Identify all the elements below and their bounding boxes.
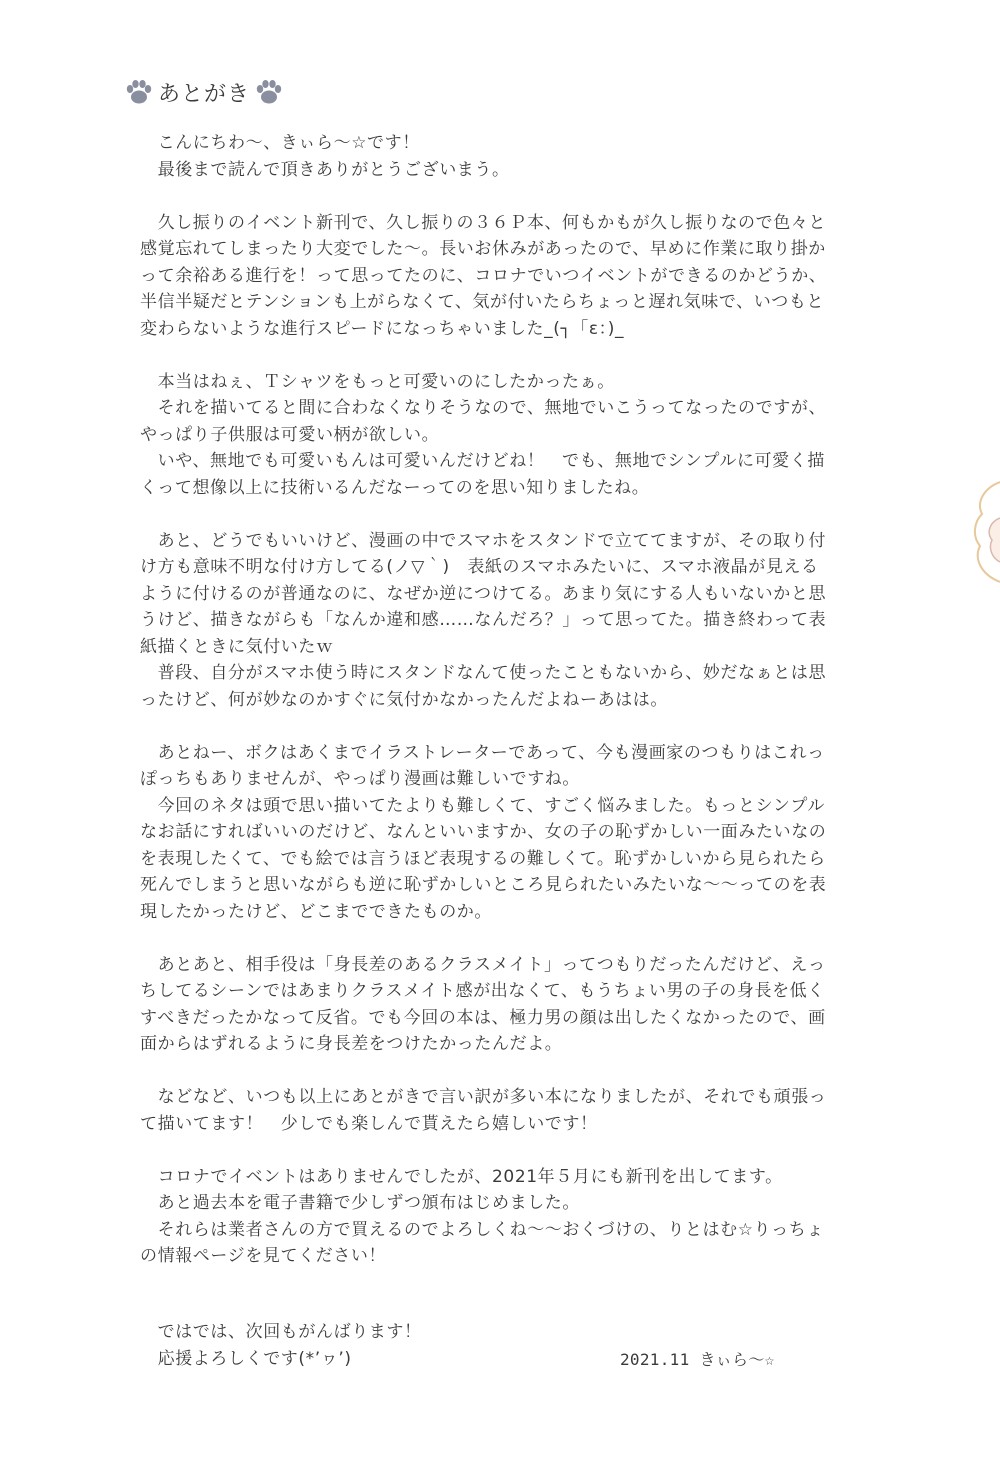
paw-icon — [124, 77, 154, 107]
text-line: くって想像以上に技術いるんだなーってのを思い知りましたね。 — [140, 477, 650, 498]
text-line: すべきだったかなって反省。でも今回の本は、極力男の顔は出したくなかったので、画 — [140, 1007, 826, 1028]
paragraph-manga — [140, 740, 860, 926]
paragraph-news — [140, 1164, 860, 1270]
text-line: 半信半疑だとテンションも上がらなくて、気が付いたらちょっと遅れ気味で、いつもと — [140, 292, 825, 312]
text-line: あとねー、ボクはあくまでイラストレーターであって、今も漫画家のつもりはこれっ — [140, 742, 825, 763]
text-line: 紙描くときに気付いたｗ — [140, 636, 334, 657]
text-line: なお話にすればいいのだけど、なんといいますか、女の子の恥ずかしい一面みたいなの — [140, 822, 827, 842]
text-line: それらは業者さんの方で買えるのでよろしくね〜〜おくづけの、りとはむ☆りっちょ — [140, 1219, 824, 1240]
text-line: あとあと、相手役は「身長差のあるクラスメイト」ってつもりだったんだけど、えっ — [140, 954, 826, 975]
text-line: 普段、自分がスマホ使う時にスタンドなんて使ったこともないから、妙だなぁとは思 — [140, 663, 827, 683]
signoff-row — [140, 1346, 860, 1373]
text-line: それを描いてると間に合わなくなりそうなので、無地でいこうってなったのですが、 — [140, 398, 827, 418]
closing-line: 応援よろしくです(*’ヮ’) — [140, 1349, 352, 1369]
text-line: 変わらないような進行スピードになっちゃいました_(┐「ε：)_ — [140, 318, 625, 339]
paragraph-tshirt — [140, 369, 860, 502]
text-line: の情報ページを見てください！ — [140, 1246, 387, 1266]
page-title: あとがき — [158, 81, 251, 107]
text-line: 現したかったけど、どこまでできたものか。 — [140, 901, 492, 922]
paragraph-excuses — [140, 1084, 860, 1137]
text-line: て描いてます！ 少しでも楽しんで貰えたら嬉しいです！ — [140, 1113, 598, 1134]
afterword-body — [140, 130, 860, 1296]
date-signature: 2021.11 きぃら〜☆ — [620, 1350, 775, 1369]
text-line: ちしてるシーンではあまりクラスメイト感が出なくて、もうちょい男の子の身長を低く — [140, 981, 825, 1001]
text-line: 感覚忘れてしまったり大変でした〜。長いお休みがあったので、早めに作業に取り掛か — [140, 239, 826, 259]
text-line: あと、どうでもいいけど、漫画の中でスマホをスタンドで立ててますが、その取り付 — [140, 530, 827, 551]
text-line: ったけど、何が妙なのかすぐに気付かなかったんだよねーあはは。 — [140, 689, 668, 710]
text-line: こんにちわ〜、きぃら〜☆です！ — [140, 133, 420, 153]
text-line: け方も意味不明な付け方してる(ノ▽｀) 表紙のスマホみたいに、スマホ液晶が見える — [140, 557, 819, 577]
paragraph-partner — [140, 952, 860, 1058]
paragraph-smartphone — [140, 528, 860, 714]
paragraph-event — [140, 210, 860, 343]
closing — [140, 1319, 860, 1373]
text-line: 死んでしまうと思いながらも逆に恥ずかしいところ見られたいみたいな〜〜ってのを表 — [140, 875, 827, 895]
edge-illustration — [970, 478, 1000, 588]
text-line: やっぱり子供服は可愛い柄が欲しい。 — [140, 424, 440, 445]
paw-icon — [254, 77, 284, 107]
text-line: 久し振りのイベント新刊で、久し振りの３６Ｐ本、何もかもが久し振りなので色々と — [140, 212, 827, 233]
text-line: コロナでイベントはありませんでしたが、2021年５月にも新刊を出してます。 — [140, 1166, 783, 1187]
text-line: いや、無地でも可愛いもんは可愛いんだけどね！ でも、無地でシンプルに可愛く描 — [140, 451, 825, 471]
text-line: うけど、描きながらも「なんか違和感……なんだろ？」って思ってた。描き終わって表 — [140, 610, 827, 630]
text-line: 今回のネタは頭で思い描いてたよりも難しくて、すごく悩みました。もっとシンプル — [140, 795, 825, 816]
text-line: ように付けるのが普通なのに、なぜか逆につけてる。あまり気にする人もいないかと思 — [140, 583, 827, 604]
text-line: 最後まで読んで頂きありがとうございまう。 — [140, 159, 510, 180]
paragraph-greeting — [140, 130, 860, 183]
text-line: 本当はねぇ、Ｔシャツをもっと可愛いのにしたかったぁ。 — [140, 371, 615, 392]
text-line: 面からはずれるように身長差をつけたかったんだよ。 — [140, 1034, 563, 1054]
text-line: あと過去本を電子書籍で少しずつ頒布はじめました。 — [140, 1193, 580, 1213]
text-line: などなど、いつも以上にあとがきで言い訳が多い本になりましたが、それでも頑張っ — [140, 1087, 827, 1107]
text-line: ぽっちもありませんが、やっぱり漫画は難しいですね。 — [140, 769, 580, 789]
text-line: って余裕ある進行を！って思ってたのに、コロナでいつイベントができるのかどうか、 — [140, 265, 827, 286]
text-line: を表現したくて、でも絵では言うほど表現するの難しくて。恥ずかしいから見られたら — [140, 848, 826, 869]
afterword-heading — [124, 70, 284, 114]
closing-line: ではでは、次回もがんばります！ — [140, 1322, 422, 1342]
